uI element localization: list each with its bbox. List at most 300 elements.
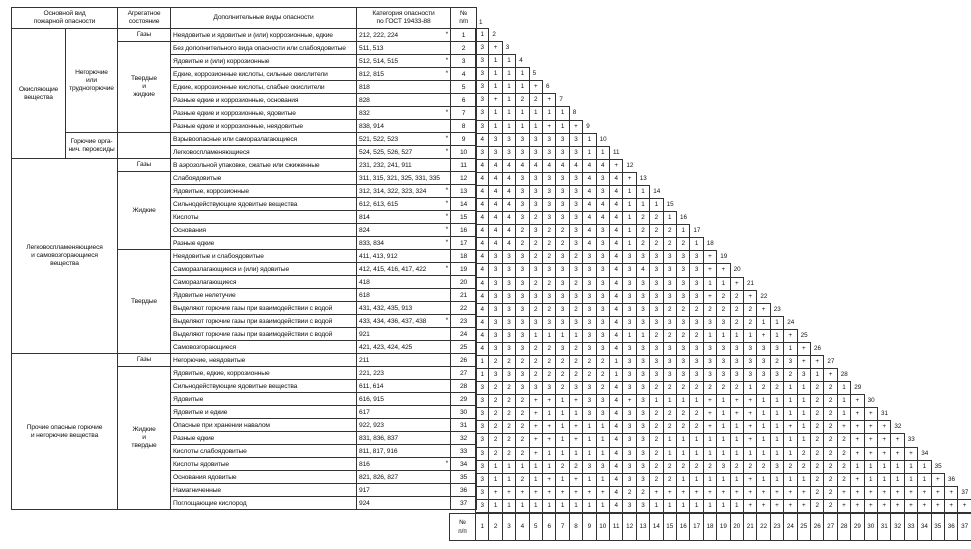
compatibility-cell: + (743, 394, 757, 408)
compatibility-cell: 3 (502, 263, 516, 277)
hazard-category (357, 55, 451, 68)
compatibility-cell: 3 (716, 316, 730, 330)
compatibility-cell: + (756, 486, 770, 500)
compatibility-cell: 3 (730, 355, 744, 369)
compatibility-cell: 2 (542, 237, 556, 251)
compatibility-cell: 1 (837, 394, 851, 408)
compatibility-cell: 2 (649, 381, 663, 395)
compatibility-cell: 3 (596, 460, 610, 474)
compatibility-cell: 3 (743, 355, 757, 369)
hazard-category (357, 42, 451, 55)
compatibility-cell: 4 (502, 237, 516, 251)
compatibility-cell: 3 (582, 277, 596, 291)
compatibility-cell: 2 (823, 473, 837, 487)
compatibility-cell: 2 (810, 447, 824, 461)
compatibility-cell: 1 (529, 120, 543, 134)
compatibility-cell: 3 (622, 407, 636, 421)
compatibility-cell: 1 (488, 80, 502, 94)
compatibility-cell: 3 (569, 263, 583, 277)
hazard-category (357, 29, 451, 42)
compatibility-cell: 2 (529, 368, 543, 382)
extra-hazard-description: В аэрозольной упаковке, сжатые или сжиженные (171, 159, 357, 172)
extra-hazard-description: Саморазлагающиеся (171, 276, 357, 289)
compatibility-cell: 4 (475, 303, 489, 317)
compatibility-cell: 1 (515, 499, 529, 513)
extra-hazard-description: Ядовитые, едкие, коррозионные (171, 367, 357, 380)
extra-hazard-description: Взрывоопасные или саморазлагающиеся (171, 133, 357, 146)
compatibility-cell: 3 (475, 420, 489, 434)
compatibility-cell: 2 (488, 447, 502, 461)
footer-column-number: 1 (475, 513, 489, 541)
compatibility-cell: 2 (542, 342, 556, 356)
compatibility-cell: 1 (569, 329, 583, 343)
compatibility-cell: 3 (636, 420, 650, 434)
compatibility-cell: 3 (502, 342, 516, 356)
compatibility-cell: 2 (529, 355, 543, 369)
compatibility-cell: 1 (515, 67, 529, 81)
compatibility-cell: + (529, 80, 543, 94)
extra-hazard-description: Разные едкие и коррозионные, ядовитые (171, 107, 357, 120)
compatibility-cell: 1 (770, 473, 784, 487)
category-codes: 921 (359, 330, 370, 338)
compatibility-cell: 1 (730, 499, 744, 513)
compatibility-cell: + (944, 499, 958, 513)
compatibility-cell: 3 (716, 355, 730, 369)
compatibility-cell: 2 (542, 355, 556, 369)
compatibility-cell: 1 (770, 329, 784, 343)
compatibility-cell: 3 (649, 277, 663, 291)
compatibility-cell: 4 (609, 277, 623, 291)
extra-hazard-description: Неядовитые и слабоядовитые (171, 250, 357, 263)
compatibility-cell: 3 (689, 342, 703, 356)
compatibility-cell: + (837, 420, 851, 434)
category-codes: 418 (359, 278, 370, 286)
compatibility-cell: 1 (555, 499, 569, 513)
compatibility-cell: 3 (502, 316, 516, 330)
extra-hazard-description: Ядовитые нелетучие (171, 289, 357, 302)
compatibility-cell: 2 (756, 381, 770, 395)
compatibility-cell: + (542, 433, 556, 447)
row-number: 9 (451, 133, 477, 146)
compatibility-cell: 2 (810, 499, 824, 513)
extra-hazard-description: Легковоспламеняющиеся (171, 146, 357, 159)
compatibility-cell: 3 (783, 355, 797, 369)
compatibility-cell: 3 (636, 368, 650, 382)
compatibility-cell: + (703, 420, 717, 434)
compatibility-cell: + (770, 499, 784, 513)
compatibility-cell: 3 (488, 342, 502, 356)
compatibility-cell: 4 (515, 159, 529, 173)
compatibility-cell: 4 (609, 198, 623, 212)
compatibility-cell: 3 (515, 303, 529, 317)
footer-column-number: 11 (609, 513, 623, 541)
aggregate-state: Газы (118, 29, 171, 42)
hazard-category (357, 211, 451, 224)
category-codes: 521, 522, 523 (359, 135, 398, 143)
footer-column-number: 3 (502, 513, 516, 541)
footer-number-header: № п/п (449, 513, 476, 541)
compatibility-cell: 1 (756, 420, 770, 434)
compatibility-cell: 2 (663, 224, 677, 238)
hazard-category (357, 406, 451, 419)
compatibility-cell: 2 (743, 460, 757, 474)
compatibility-cell: + (542, 93, 556, 107)
compatibility-cell: 3 (663, 290, 677, 304)
hazard-category (357, 107, 451, 120)
compatibility-cell: 3 (569, 237, 583, 251)
column-number-label: 33 (907, 436, 915, 444)
compatibility-cell: 3 (596, 303, 610, 317)
row-number: 11 (451, 159, 477, 172)
compatibility-cell: 3 (475, 486, 489, 500)
compatibility-cell: 4 (488, 185, 502, 199)
compatibility-cell: 3 (582, 460, 596, 474)
compatibility-cell: + (931, 486, 945, 500)
main-hazard-type: Окисляющие вещества (12, 29, 66, 159)
asterisk-mark: * (445, 239, 449, 246)
hazard-category (357, 146, 451, 159)
compatibility-cell: 3 (622, 368, 636, 382)
compatibility-cell: 1 (663, 394, 677, 408)
compatibility-cell: 2 (555, 460, 569, 474)
compatibility-cell: 1 (730, 329, 744, 343)
compatibility-cell: 4 (502, 185, 516, 199)
compatibility-cell: 1 (488, 54, 502, 68)
asterisk-mark: * (445, 70, 449, 77)
compatibility-cell: + (743, 473, 757, 487)
compatibility-cell: 1 (622, 329, 636, 343)
compatibility-cell: + (864, 499, 878, 513)
compatibility-cell: 1 (529, 499, 543, 513)
compatibility-cell: 2 (676, 407, 690, 421)
column-number-label: 16 (680, 214, 688, 222)
category-codes: 412, 415, 416, 417, 422 (359, 265, 427, 273)
compatibility-cell: 2 (569, 342, 583, 356)
compatibility-cell: + (569, 433, 583, 447)
compatibility-cell: 3 (649, 250, 663, 264)
compatibility-cell: 1 (917, 473, 931, 487)
compatibility-cell: + (837, 486, 851, 500)
category-codes: 831, 836, 837 (359, 434, 398, 442)
compatibility-cell: 2 (676, 420, 690, 434)
compatibility-cell: 1 (502, 473, 516, 487)
compatibility-cell: 1 (716, 420, 730, 434)
extra-hazard-description: Самовозгорающиеся (171, 341, 357, 354)
extra-hazard-description: Разные едкие и коррозионные, неядовитые (171, 120, 357, 133)
compatibility-cell: 4 (609, 473, 623, 487)
compatibility-cell: + (797, 355, 811, 369)
category-codes: 814 (359, 213, 370, 221)
category-codes: 838, 914 (359, 122, 384, 130)
compatibility-cell: 1 (488, 67, 502, 81)
compatibility-cell: 1 (810, 368, 824, 382)
compatibility-cell: 3 (622, 342, 636, 356)
compatibility-cell: 3 (663, 368, 677, 382)
compatibility-cell: 2 (502, 381, 516, 395)
compatibility-cell: 3 (555, 198, 569, 212)
compatibility-cell: 4 (609, 342, 623, 356)
compatibility-cell: 2 (515, 420, 529, 434)
compatibility-cell: 1 (770, 316, 784, 330)
compatibility-cell: 3 (488, 316, 502, 330)
compatibility-cell: 3 (596, 263, 610, 277)
compatibility-cell: + (850, 499, 864, 513)
compatibility-cell: + (730, 486, 744, 500)
compatibility-cell: 1 (689, 447, 703, 461)
compatibility-cell: 1 (797, 381, 811, 395)
compatibility-cell: 2 (488, 381, 502, 395)
compatibility-cell: + (797, 499, 811, 513)
compatibility-cell: 4 (502, 211, 516, 225)
column-number-label: 34 (921, 449, 929, 457)
compatibility-cell: 3 (475, 67, 489, 81)
compatibility-cell: 3 (582, 290, 596, 304)
compatibility-cell: + (743, 407, 757, 421)
compatibility-cell: 3 (475, 447, 489, 461)
compatibility-cell: 1 (743, 329, 757, 343)
category-codes: 924 (359, 499, 370, 507)
compatibility-cell: 2 (663, 407, 677, 421)
compatibility-cell: 3 (475, 433, 489, 447)
table-row (12, 133, 477, 146)
compatibility-cell: + (703, 394, 717, 408)
compatibility-cell: 3 (636, 433, 650, 447)
compatibility-cell: 2 (596, 355, 610, 369)
compatibility-cell: 1 (877, 473, 891, 487)
aggregate-state: Газы (118, 159, 171, 172)
compatibility-cell: 3 (663, 250, 677, 264)
compatibility-cell: 1 (502, 67, 516, 81)
table-header-row (12, 8, 477, 29)
compatibility-cell: + (703, 486, 717, 500)
compatibility-cell: + (529, 407, 543, 421)
extra-hazard-description: Опасные при хранении навалом (171, 419, 357, 432)
compatibility-cell: + (703, 263, 717, 277)
compatibility-cell: + (850, 433, 864, 447)
footer-column-number: 26 (810, 513, 824, 541)
category-codes: 212, 222, 224 (359, 31, 398, 39)
compatibility-cell: 2 (515, 407, 529, 421)
compatibility-cell: 3 (596, 342, 610, 356)
compatibility-cell: + (529, 433, 543, 447)
compatibility-cell: 2 (823, 433, 837, 447)
compatibility-cell: 2 (716, 290, 730, 304)
compatibility-cell: 3 (475, 93, 489, 107)
footer-column-number: 35 (931, 513, 945, 541)
compatibility-cell: + (542, 486, 556, 500)
extra-hazard-description: Ядовитые (171, 393, 357, 406)
compatibility-cell: 3 (569, 381, 583, 395)
compatibility-cell: 2 (502, 394, 516, 408)
compatibility-cell: 1 (596, 146, 610, 160)
compatibility-cell: 1 (529, 473, 543, 487)
category-codes: 211 (359, 356, 370, 364)
compatibility-cell: 2 (730, 303, 744, 317)
compatibility-cell: + (542, 120, 556, 134)
footer-column-number: 2 (488, 513, 502, 541)
compatibility-cell: 1 (797, 420, 811, 434)
row-number: 33 (451, 445, 477, 458)
compatibility-cell: 3 (569, 211, 583, 225)
compatibility-cell: 3 (488, 368, 502, 382)
compatibility-cell: 3 (770, 342, 784, 356)
hazard-category (357, 68, 451, 81)
compatibility-cell: 3 (676, 316, 690, 330)
compatibility-cell: 2 (716, 303, 730, 317)
row-number: 35 (451, 471, 477, 484)
row-number: 20 (451, 276, 477, 289)
compatibility-cell: 3 (596, 290, 610, 304)
category-codes: 611, 614 (359, 382, 384, 390)
compatibility-cell: 3 (475, 473, 489, 487)
compatibility-cell: 2 (502, 407, 516, 421)
compatibility-cell: 1 (542, 447, 556, 461)
compatibility-cell: 1 (502, 106, 516, 120)
compatibility-cell: 4 (609, 224, 623, 238)
compatibility-cell: 3 (515, 133, 529, 147)
compatibility-cell: 4 (475, 185, 489, 199)
compatibility-cell: 2 (488, 394, 502, 408)
compatibility-cell: 3 (515, 198, 529, 212)
compatibility-cell: 4 (609, 290, 623, 304)
compatibility-cell: 3 (622, 263, 636, 277)
compatibility-cell: + (890, 486, 904, 500)
compatibility-cell: 2 (636, 224, 650, 238)
compatibility-cell: 3 (663, 342, 677, 356)
compatibility-cell: 3 (676, 263, 690, 277)
hazard-category (357, 159, 451, 172)
hazard-category (357, 328, 451, 341)
compatibility-cell: 1 (622, 185, 636, 199)
compatibility-cell: 2 (810, 407, 824, 421)
compatibility-cell: 1 (555, 420, 569, 434)
row-number: 12 (451, 172, 477, 185)
compatibility-cell: 1 (783, 394, 797, 408)
asterisk-mark: * (445, 187, 449, 194)
column-number-label: 17 (693, 227, 701, 235)
compatibility-cell: 3 (689, 316, 703, 330)
compatibility-cell: 2 (542, 277, 556, 291)
row-number: 25 (451, 341, 477, 354)
row-number: 36 (451, 484, 477, 497)
column-number-label: 20 (733, 266, 741, 274)
compatibility-cell: 1 (756, 316, 770, 330)
compatibility-cell: 1 (703, 433, 717, 447)
extra-hazard-description: Едкие, коррозионные кислоты, слабые окислители (171, 81, 357, 94)
compatibility-cell: 3 (542, 381, 556, 395)
compatibility-cell: + (609, 159, 623, 173)
compatibility-cell: 2 (837, 447, 851, 461)
category-codes: 816 (359, 460, 370, 468)
footer-column-number: 31 (877, 513, 891, 541)
compatibility-cell: 3 (502, 303, 516, 317)
compatibility-cell: 1 (502, 499, 516, 513)
compatibility-cell: 1 (502, 93, 516, 107)
category-codes: 612, 613, 615 (359, 200, 398, 208)
compatibility-cell: + (850, 486, 864, 500)
column-number-label: 30 (867, 397, 875, 405)
compatibility-cell: 1 (622, 211, 636, 225)
compatibility-cell: 1 (716, 433, 730, 447)
compatibility-cell: 3 (770, 460, 784, 474)
footer-column-number: 28 (837, 513, 851, 541)
compatibility-cell: 1 (475, 355, 489, 369)
compatibility-cell: 1 (622, 224, 636, 238)
compatibility-cell: 1 (529, 106, 543, 120)
column-number-label: 11 (613, 148, 620, 156)
compatibility-cell: + (890, 447, 904, 461)
row-number: 26 (451, 354, 477, 367)
compatibility-cell: 2 (649, 211, 663, 225)
compatibility-cell: + (743, 290, 757, 304)
aggregate-state: Жидкие (118, 172, 171, 250)
compatibility-cell: 1 (730, 473, 744, 487)
compatibility-cell: 1 (555, 106, 569, 120)
compatibility-cell: 1 (636, 198, 650, 212)
extra-hazard-description: Ядовитые и (или) коррозионные (171, 55, 357, 68)
compatibility-cell: 2 (663, 329, 677, 343)
compatibility-cell: 2 (569, 368, 583, 382)
compatibility-cell: 1 (582, 473, 596, 487)
compatibility-cell: 3 (636, 394, 650, 408)
compatibility-cell: 2 (689, 329, 703, 343)
compatibility-cell: 3 (716, 460, 730, 474)
footer-column-number: 21 (743, 513, 757, 541)
compatibility-cell: 3 (703, 316, 717, 330)
footer-column-number: 23 (770, 513, 784, 541)
compatibility-cell: 3 (636, 250, 650, 264)
compatibility-cell: + (502, 486, 516, 500)
compatibility-cell: 1 (515, 460, 529, 474)
compatibility-cell: 1 (904, 460, 918, 474)
compatibility-cell: 1 (488, 499, 502, 513)
compatibility-cell: + (716, 486, 730, 500)
asterisk-mark: * (445, 460, 449, 467)
category-codes: 616, 915 (359, 395, 384, 403)
compatibility-cell: 1 (515, 80, 529, 94)
compatibility-cell: 4 (609, 407, 623, 421)
extra-hazard-description: Разные едкие и коррозионные, основания (171, 94, 357, 107)
compatibility-cell: 1 (756, 433, 770, 447)
compatibility-cell: 2 (663, 303, 677, 317)
compatibility-cell: 3 (529, 133, 543, 147)
compatibility-cell: 3 (475, 106, 489, 120)
compatibility-cell: 3 (582, 303, 596, 317)
footer-column-number: 37 (957, 513, 971, 541)
compatibility-cell: 1 (555, 447, 569, 461)
compatibility-cell: 2 (716, 381, 730, 395)
compatibility-cell: 3 (555, 133, 569, 147)
compatibility-cell: 2 (663, 237, 677, 251)
compatibility-cell: 1 (488, 106, 502, 120)
compatibility-cell: 1 (636, 329, 650, 343)
hazard-category (357, 94, 451, 107)
compatibility-cell: 2 (676, 237, 690, 251)
compatibility-cell: 4 (609, 172, 623, 186)
compatibility-cell: + (488, 41, 502, 55)
compatibility-cell: 1 (596, 473, 610, 487)
compatibility-cell: + (622, 172, 636, 186)
compatibility-cell: 2 (823, 407, 837, 421)
row-number: 19 (451, 263, 477, 276)
compatibility-cell: 1 (730, 447, 744, 461)
compatibility-cell: 1 (502, 460, 516, 474)
compatibility-cell: 3 (515, 381, 529, 395)
compatibility-cell: + (756, 303, 770, 317)
compatibility-cell: 3 (596, 277, 610, 291)
row-number: 6 (451, 94, 477, 107)
compatibility-cell: 2 (703, 381, 717, 395)
